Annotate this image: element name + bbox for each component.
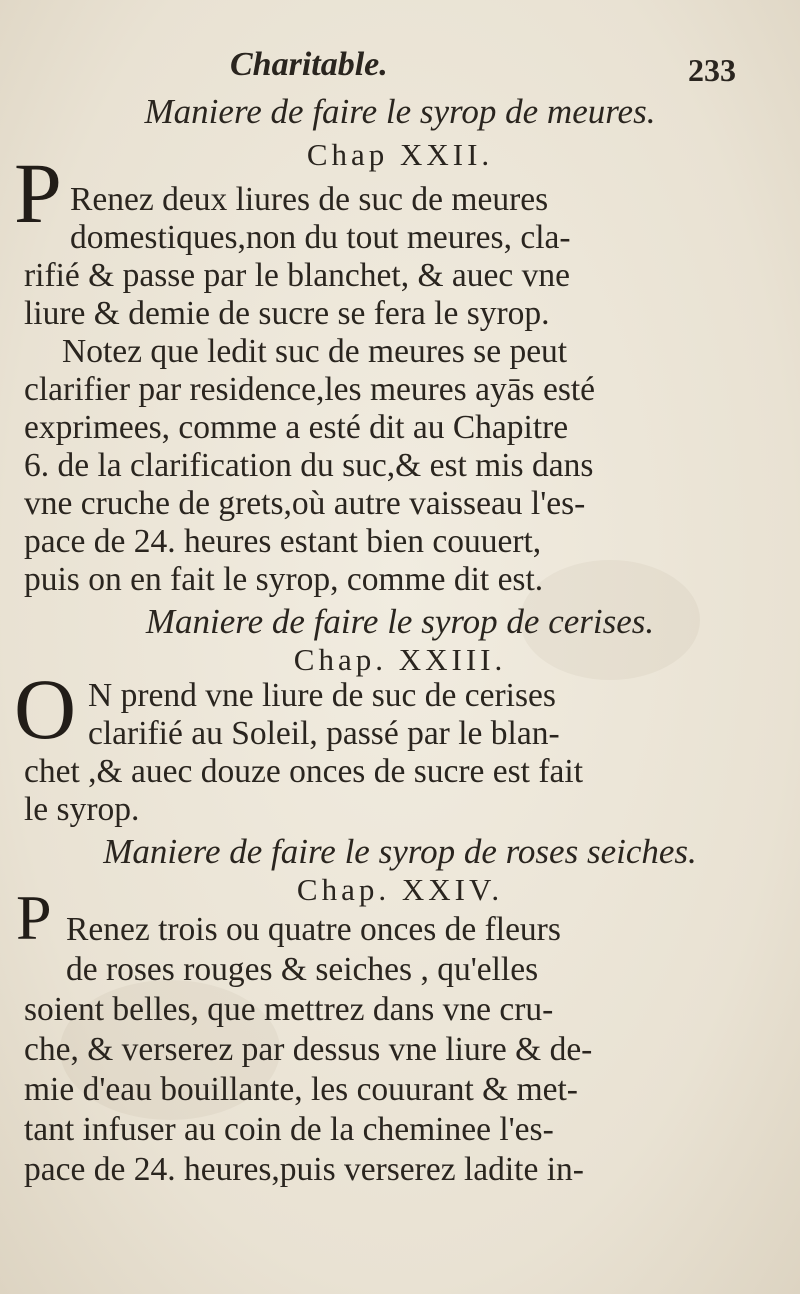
- drop-cap: O: [14, 661, 77, 757]
- text-line: Renez trois ou quatre onces de fleurs: [66, 911, 561, 948]
- text-line: che, & verserez par dessus vne liure & de-: [24, 1031, 593, 1068]
- text-line: tant infuser au coin de la cheminee l'es-: [24, 1111, 554, 1148]
- text-line: exprimees, comme a esté dit au Chapitre: [24, 409, 569, 446]
- section-title: Maniere de faire le syrop de cerises.: [145, 602, 655, 641]
- drop-cap: P: [16, 882, 52, 953]
- text-line: domestiques,non du tout meures, cla-: [70, 219, 571, 256]
- text-line: mie d'eau bouillante, les couurant & met-: [24, 1071, 578, 1108]
- text-line: clarifié au Soleil, passé par le blan-: [88, 715, 560, 752]
- text-line: soient belles, que mettrez dans vne cru-: [24, 991, 554, 1028]
- section-title: Maniere de faire le syrop de meures.: [144, 92, 656, 131]
- text-line: clarifier par residence,les meures ayās esté: [24, 371, 596, 408]
- chapter-heading: Chap XXII.: [306, 137, 494, 172]
- drop-cap: P: [14, 145, 62, 241]
- text-line: chet ,& auec douze onces de sucre est fait: [24, 753, 583, 790]
- text-line: liure & demie de sucre se fera le syrop.: [24, 295, 550, 332]
- text-line: pace de 24. heures,puis verserez ladite in-: [24, 1151, 584, 1188]
- chapter-heading: Chap. XXIII.: [293, 642, 507, 677]
- text-line: N prend vne liure de suc de cerises: [88, 677, 556, 714]
- text-line: Notez que ledit suc de meures se peut: [62, 333, 568, 370]
- text-line: Renez deux liures de suc de meures: [70, 181, 549, 218]
- page-number: 233: [688, 52, 736, 88]
- text-line: 6. de la clarification du suc,& est mis dans: [24, 447, 594, 484]
- text-line: pace de 24. heures estant bien couuert,: [24, 523, 542, 560]
- text-line: de roses rouges & seiches , qu'elles: [66, 951, 539, 988]
- text-line: vne cruche de grets,où autre vaisseau l'es-: [24, 485, 586, 522]
- running-title: Charitable.: [230, 46, 388, 83]
- chapter-heading: Chap. XXIV.: [296, 872, 504, 907]
- section-title: Maniere de faire le syrop de roses seiches.: [103, 832, 697, 871]
- text-line: le syrop.: [24, 791, 140, 828]
- text-line: rifié & passe par le blanchet, & auec vne: [24, 257, 570, 294]
- text-line: puis on en fait le syrop, comme dit est.: [24, 561, 544, 598]
- running-head: [0, 46, 800, 90]
